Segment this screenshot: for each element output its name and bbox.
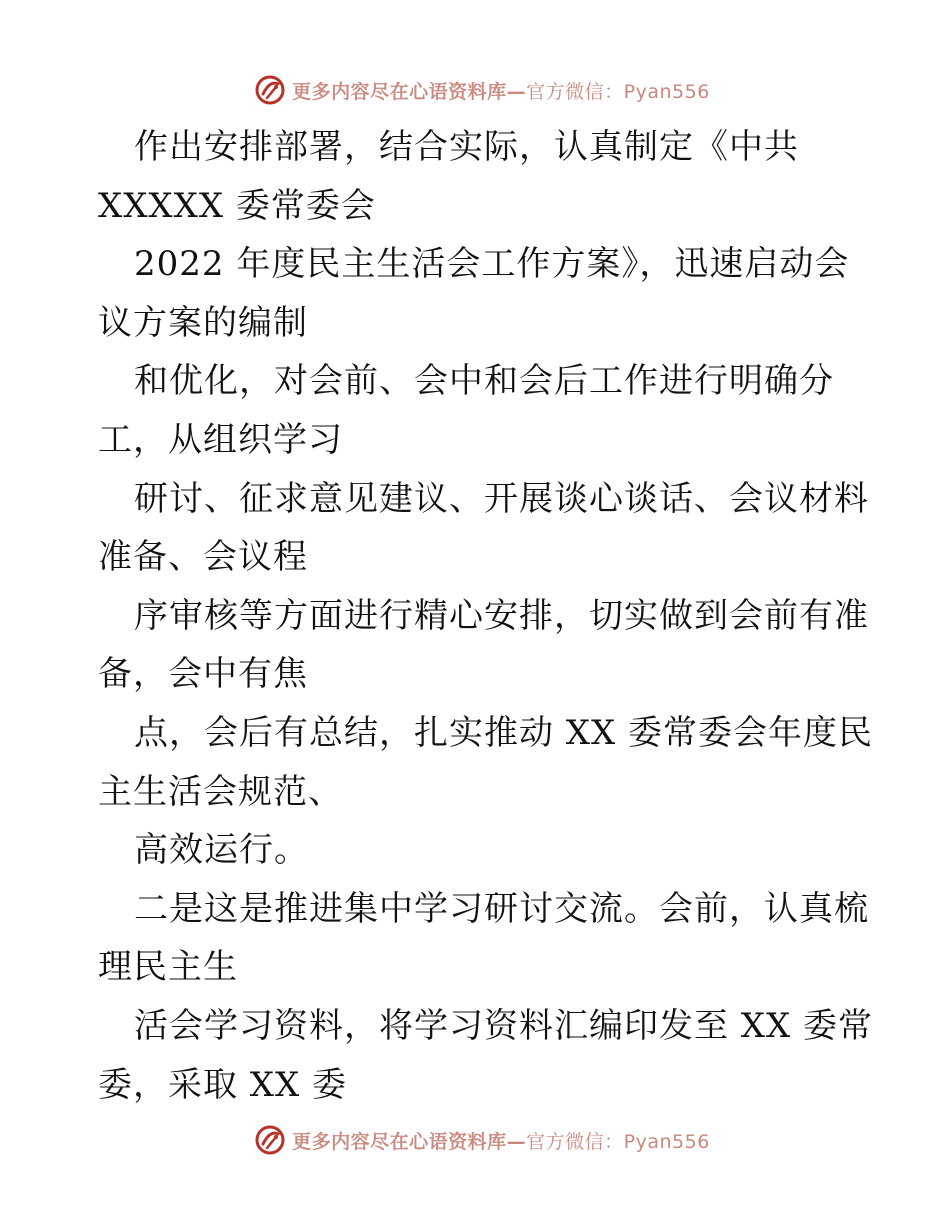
- body-line: 序审核等方面进行精心安排，切实做到会前有准: [134, 595, 869, 636]
- body-line: 备，会中有焦: [98, 654, 308, 695]
- body-line: 委，采取 XX 委: [98, 1064, 348, 1105]
- header-banner-text: [292, 77, 710, 104]
- body-line: 高效运行。: [134, 830, 309, 871]
- body-line: 准备、会议程: [98, 537, 308, 578]
- header-banner-wechat: 官方微信：Pyan556: [526, 80, 710, 103]
- footer-banner-text: [292, 1127, 710, 1154]
- brand-logo-icon: [254, 74, 286, 106]
- footer-banner: [0, 1120, 950, 1160]
- body-line: 作出安排部署，结合实际，认真制定《中共: [134, 127, 799, 167]
- body-line: 主生活会规范、: [98, 771, 343, 812]
- body-line: 二是这是推进集中学习研讨交流。会前，认真梳: [134, 888, 869, 929]
- document-body: [98, 118, 874, 1114]
- footer-banner-wechat: 官方微信：Pyan556: [526, 1130, 710, 1153]
- header-banner: [0, 70, 950, 110]
- body-line: XXXXX 委常委会: [98, 185, 376, 226]
- footer-banner-main: 更多内容尽在心语资料库: [292, 1130, 507, 1153]
- footer-banner-separator: —: [506, 1130, 527, 1153]
- body-line: 议方案的编制: [98, 302, 308, 343]
- header-banner-main: 更多内容尽在心语资料库: [292, 80, 507, 103]
- body-line: 研讨、征求意见建议、开展谈心谈话、会议材料: [134, 478, 869, 519]
- footer-banner-inner: [254, 1124, 710, 1156]
- header-banner-separator: —: [506, 80, 527, 103]
- body-line: 理民主生: [98, 947, 238, 988]
- body-line: 点，会后有总结，扎实推动 XX 委常委会年度民: [134, 712, 874, 753]
- brand-logo-icon: [254, 1124, 286, 1156]
- body-line: 工，从组织学习: [98, 419, 343, 460]
- body-line: 和优化，对会前、会中和会后工作进行明确分: [134, 361, 834, 402]
- header-banner-inner: [254, 74, 710, 106]
- body-line: 活会学习资料，将学习资料汇编印发至 XX 委常: [134, 1005, 874, 1046]
- body-line: 2022 年度民主生活会工作方案》，迅速启动会: [134, 244, 850, 285]
